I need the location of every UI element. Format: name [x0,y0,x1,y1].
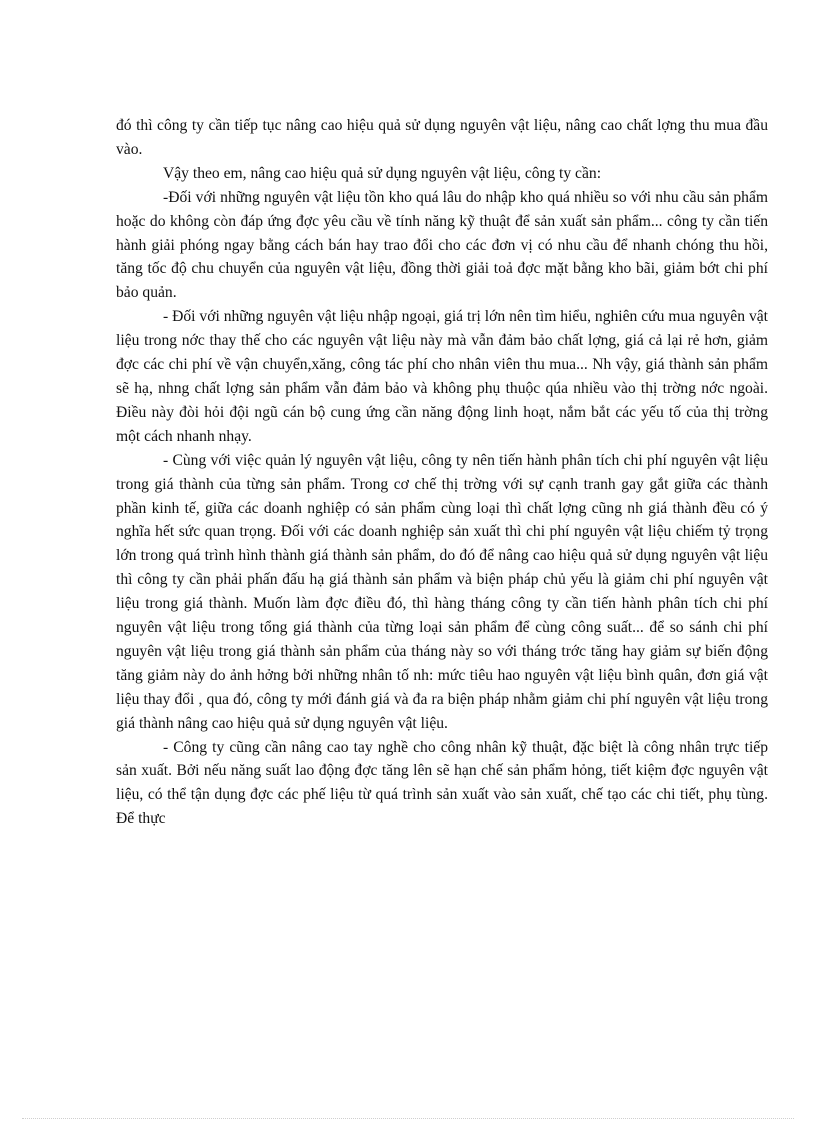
paragraph-inventory-clearance: -Đối với những nguyên vật liệu tồn kho quá lâu do nhập kho quá nhiều so với nhu cầu sản phẩm hoặc do không còn đáp ứng đợc yêu cầu về tính năng kỹ thuật để sản xuất sản phẩm... công ty cần tiến hành giải phóng ngay bằng cách bán hay trao đổi cho các đơn vị có nhu cầu để nhanh chóng thu hồi, tăng tốc độ chu chuyển của nguyên vật liệu, đồng thời giải toả đợc mặt bằng kho bãi, giảm bớt chi phí bảo quản. [116,188,768,302]
document-page [116,114,768,831]
page-bottom-divider [22,1118,794,1119]
paragraph-continuation: đó thì công ty cần tiếp tục nâng cao hiệu quả sử dụng nguyên vật liệu, nâng cao chất lợng thu mua đầu vào. [116,117,768,158]
paragraph-domestic-materials: - Đối với những nguyên vật liệu nhập ngoại, giá trị lớn nên tìm hiểu, nghiên cứu mua nguyên vật liệu trong nớc thay thế cho các nguyên vật liệu này mà vẫn đảm bảo chất lợng, giá cả lại rẻ hơn, giảm đợc các chi phí về vận chuyển,xăng, công tác phí cho nhân viên thu mua... Nh vậy, giá thành sản phẩm sẽ hạ, nhng chất lợng sản phẩm vẫn đảm bảo và không phụ thuộc qúa nhiều vào thị trờng nớc ngoài. Điều này đòi hỏi đội ngũ cán bộ cung ứng cần năng động linh hoạt, nắm bắt các yếu tố của thị trờng một cách nhanh nhạy. [116,308,768,445]
paragraph-worker-skills: - Công ty cũng cần nâng cao tay nghề cho công nhân kỹ thuật, đặc biệt là công nhân trực tiếp sản xuất. Bởi nếu năng suất lao động đợc tăng lên sẽ hạn chế sản phẩm hỏng, tiết kiệm đợc nguyên vật liệu, có thể tận dụng đợc các phế liệu từ quá trình sản xuất vào sản xuất, chế tạo các chi tiết, phụ tùng. Để thực [116,738,768,828]
paragraph-cost-analysis: - Cùng với việc quản lý nguyên vật liệu, công ty nên tiến hành phân tích chi phí nguyên vật liệu trong giá thành của từng sản phẩm. Trong cơ chế thị trờng với sự cạnh tranh gay gắt giữa các thành phần kinh tế, giữa các doanh nghiệp có sản phẩm cùng loại thì chất lợng cũng nh giá thành đều có ý nghĩa hết sức quan trọng. Đối với các doanh nghiệp sản xuất thì chi phí nguyên vật liệu chiếm tỷ trọng lớn trong quá trình hình thành giá thành sản phẩm, do đó để nâng cao hiệu quả sử dụng nguyên vật liệu thì công ty cần phải phấn đấu hạ giá thành sản phẩm và biện pháp chủ yếu là giảm chi phí nguyên vật liệu trong giá thành. Muốn làm đợc điều đó, thì hàng tháng công ty cần tiến hành phân tích chi phí nguyên vật liệu trong tổng giá thành của từng loại sản phẩm để cùng công suất... để so sánh chi phí nguyên vật liệu trong giá thành sản phẩm của tháng này so với tháng trớc tăng hay giảm sự biến động tăng giảm này do ảnh hởng bởi những nhân tố nh: mức tiêu hao nguyên vật liệu bình quân, đơn giá vật liệu thay đổi , qua đó, công ty mới đánh giá và đa ra biện pháp nhằm giảm chi phí nguyên vật liệu trong giá thành nâng cao hiệu quả sử dụng nguyên vật liệu. [116,451,768,732]
paragraph-intro: Vậy theo em, nâng cao hiệu quả sử dụng nguyên vật liệu, công ty cần: [163,164,602,182]
